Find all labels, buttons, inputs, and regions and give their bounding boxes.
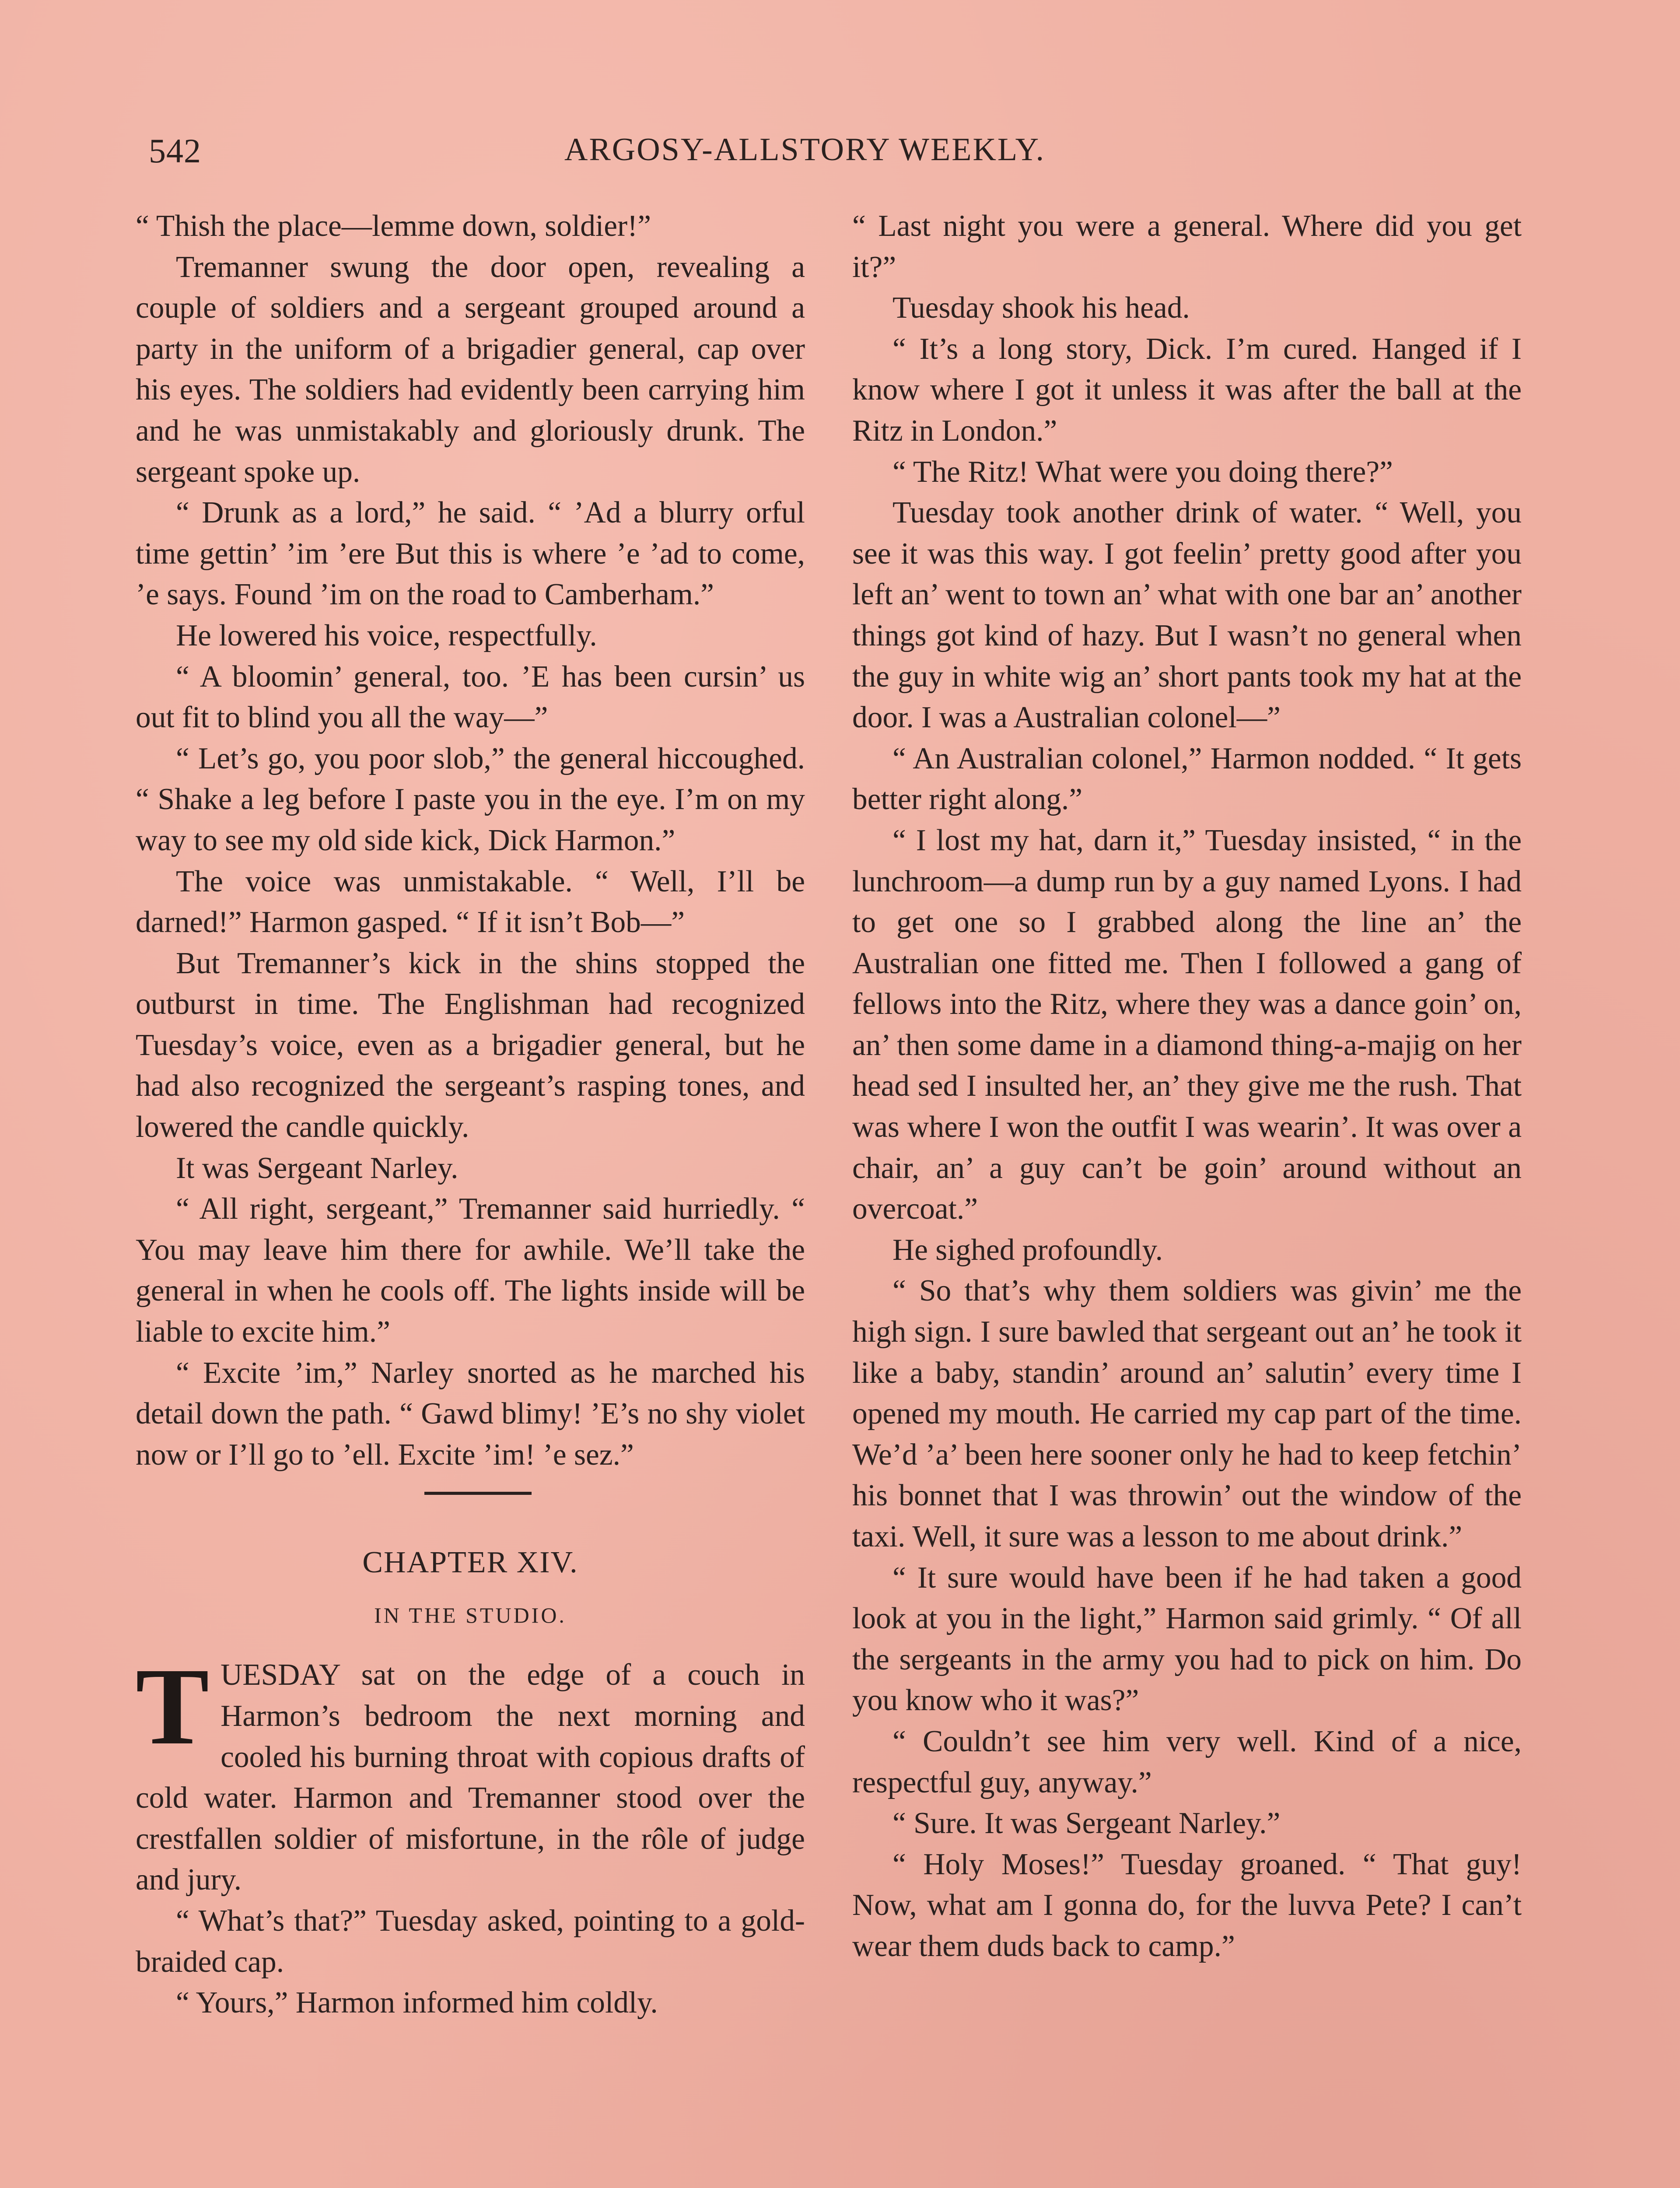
page-header <box>149 131 1116 179</box>
drop-cap: T <box>136 1645 210 1768</box>
section-divider <box>424 1492 532 1495</box>
chapter-opening-paragraph <box>136 1645 805 1900</box>
page-number: 542 <box>149 132 201 170</box>
paragraph: “ Let’s go, you poor slob,” the general hiccoughed. “ Shake a leg before I paste you in the eye. I’m on my way to see my old side kick, Dick Harmon.” <box>136 741 805 857</box>
paragraph: The voice was unmistakable. “ Well, I’ll be darned!” Harmon gasped. “ If it isn’t Bob—” <box>136 864 805 940</box>
left-column <box>136 206 805 2023</box>
paragraph: “ It’s a long story, Dick. I’m cured. Hanged if I know where I got it unless it was after the ball at the Ritz in London.” <box>852 332 1522 448</box>
paragraph: “ Drunk as a lord,” he said. “ ’Ad a blurry orful time gettin’ ’im ’ere But this is where ’e ’ad to come, ’e says. Found ’im on the road to Camberham.” <box>136 496 805 612</box>
paragraph: Tuesday took another drink of water. “ Well, you see it was this way. I got feelin’ pretty good after you left an’ went to town an’ what with one bar an’ another things got kind of hazy. But I wasn’t no general when the guy in white wig an’ short pants took my hat at the door. I was a Australian colonel—” <box>852 496 1522 735</box>
paragraph: “ I lost my hat, darn it,” Tuesday insisted, “ in the lunchroom—a dump run by a guy named Lyons. I had to get one so I grabbed along the line an’ the Australian one fitted me. Then I followed a gang of fellows into the Ritz, where they was a dance goin’ on, an’ then some dame in a diamond thing-a-majig on her head sed I insulted her, an’ they give me the rush. That was where I won the outfit I was wearin’. It was over a chair, an’ a guy can’t be goin’ around without an overcoat.” <box>852 823 1522 1226</box>
paragraph: “ Thish the place—lemme down, soldier!” <box>136 209 651 243</box>
paragraph: “ A bloomin’ general, too. ’E has been cursin’ us out fit to blind you all the way—” <box>136 659 805 735</box>
paragraph: “ Couldn’t see him very well. Kind of a nice, respectful guy, anyway.” <box>852 1724 1522 1799</box>
paragraph: “ Yours,” Harmon informed him coldly. <box>176 1986 658 2020</box>
paragraph: “ Sure. It was Sergeant Narley.” <box>892 1806 1281 1841</box>
paragraph: Tuesday shook his head. <box>892 291 1190 325</box>
chapter-subtitle: IN THE STUDIO. <box>374 1603 567 1628</box>
paragraph: It was Sergeant Narley. <box>176 1151 458 1185</box>
right-column <box>852 206 1522 1967</box>
paragraph: But Tremanner’s kick in the shins stopped the outburst in time. The Englishman had recognized Tuesday’s voice, even as a brigadier general, but he had also recognized the sergeant’s rasping tones, and lowered the candle quickly. <box>136 946 805 1144</box>
paragraph: “ All right, sergeant,” Tremanner said hurriedly. “ You may leave him there for awhile. We’ll take the general in when he cools off. The lights inside will be liable to excite him.” <box>136 1192 805 1349</box>
paragraph: He lowered his voice, respectfully. <box>176 618 597 652</box>
paragraph: “ So that’s why them soldiers was givin’ me the high sign. I sure bawled that sergeant out an’ he took it like a baby, standin’ around an’ salutin’ every time I opened my mouth. He carried my cap part of the time. We’d ’a’ been here sooner only he had to keep fetchin’ his bonnet that I was throwin’ out the window of the taxi. Well, it sure was a lesson to me about drink.” <box>852 1274 1522 1553</box>
paragraph: “ Excite ’im,” Narley snorted as he marched his detail down the path. “ Gawd blimy! ’E’s no shy violet now or I’ll go to ’ell. Excite ’im! ’e sez.” <box>136 1356 805 1472</box>
chapter-title: CHAPTER XIV. <box>362 1546 578 1580</box>
running-head: ARGOSY-ALLSTORY WEEKLY. <box>564 132 1046 168</box>
paragraph: “ Last night you were a general. Where did you get it?” <box>852 209 1522 284</box>
paragraph: “ Holy Moses!” Tuesday groaned. “ That guy! Now, what am I gonna do, for the luvva Pete? I can’t wear them duds back to camp.” <box>852 1847 1522 1963</box>
paragraph: “ An Australian colonel,” Harmon nodded. “ It gets better right along.” <box>852 741 1522 817</box>
paragraph: He sighed profoundly. <box>892 1233 1163 1267</box>
opening-text: UESDAY sat on the edge of a couch in Harmon’s bedroom the next morning and cooled his burning throat with copious drafts of cold water. Harmon and Tremanner stood over the crestfallen soldier of misfortune, in the rôle of judge and jury. <box>136 1658 805 1897</box>
paragraph: “ It sure would have been if he had taken a good look at you in the light,” Harmon said grimly. “ Of all the sergeants in the army you had to pick on him. Do you know who it was?” <box>852 1560 1522 1718</box>
paragraph: Tremanner swung the door open, revealing a couple of soldiers and a sergeant grouped around a party in the uniform of a brigadier general, cap over his eyes. The soldiers had evidently been carrying him and he was unmistakably and gloriously drunk. The sergeant spoke up. <box>136 250 805 489</box>
paragraph: “ What’s that?” Tuesday asked, pointing to a gold-braided cap. <box>136 1904 805 1979</box>
paragraph: “ The Ritz! What were you doing there?” <box>892 455 1393 489</box>
